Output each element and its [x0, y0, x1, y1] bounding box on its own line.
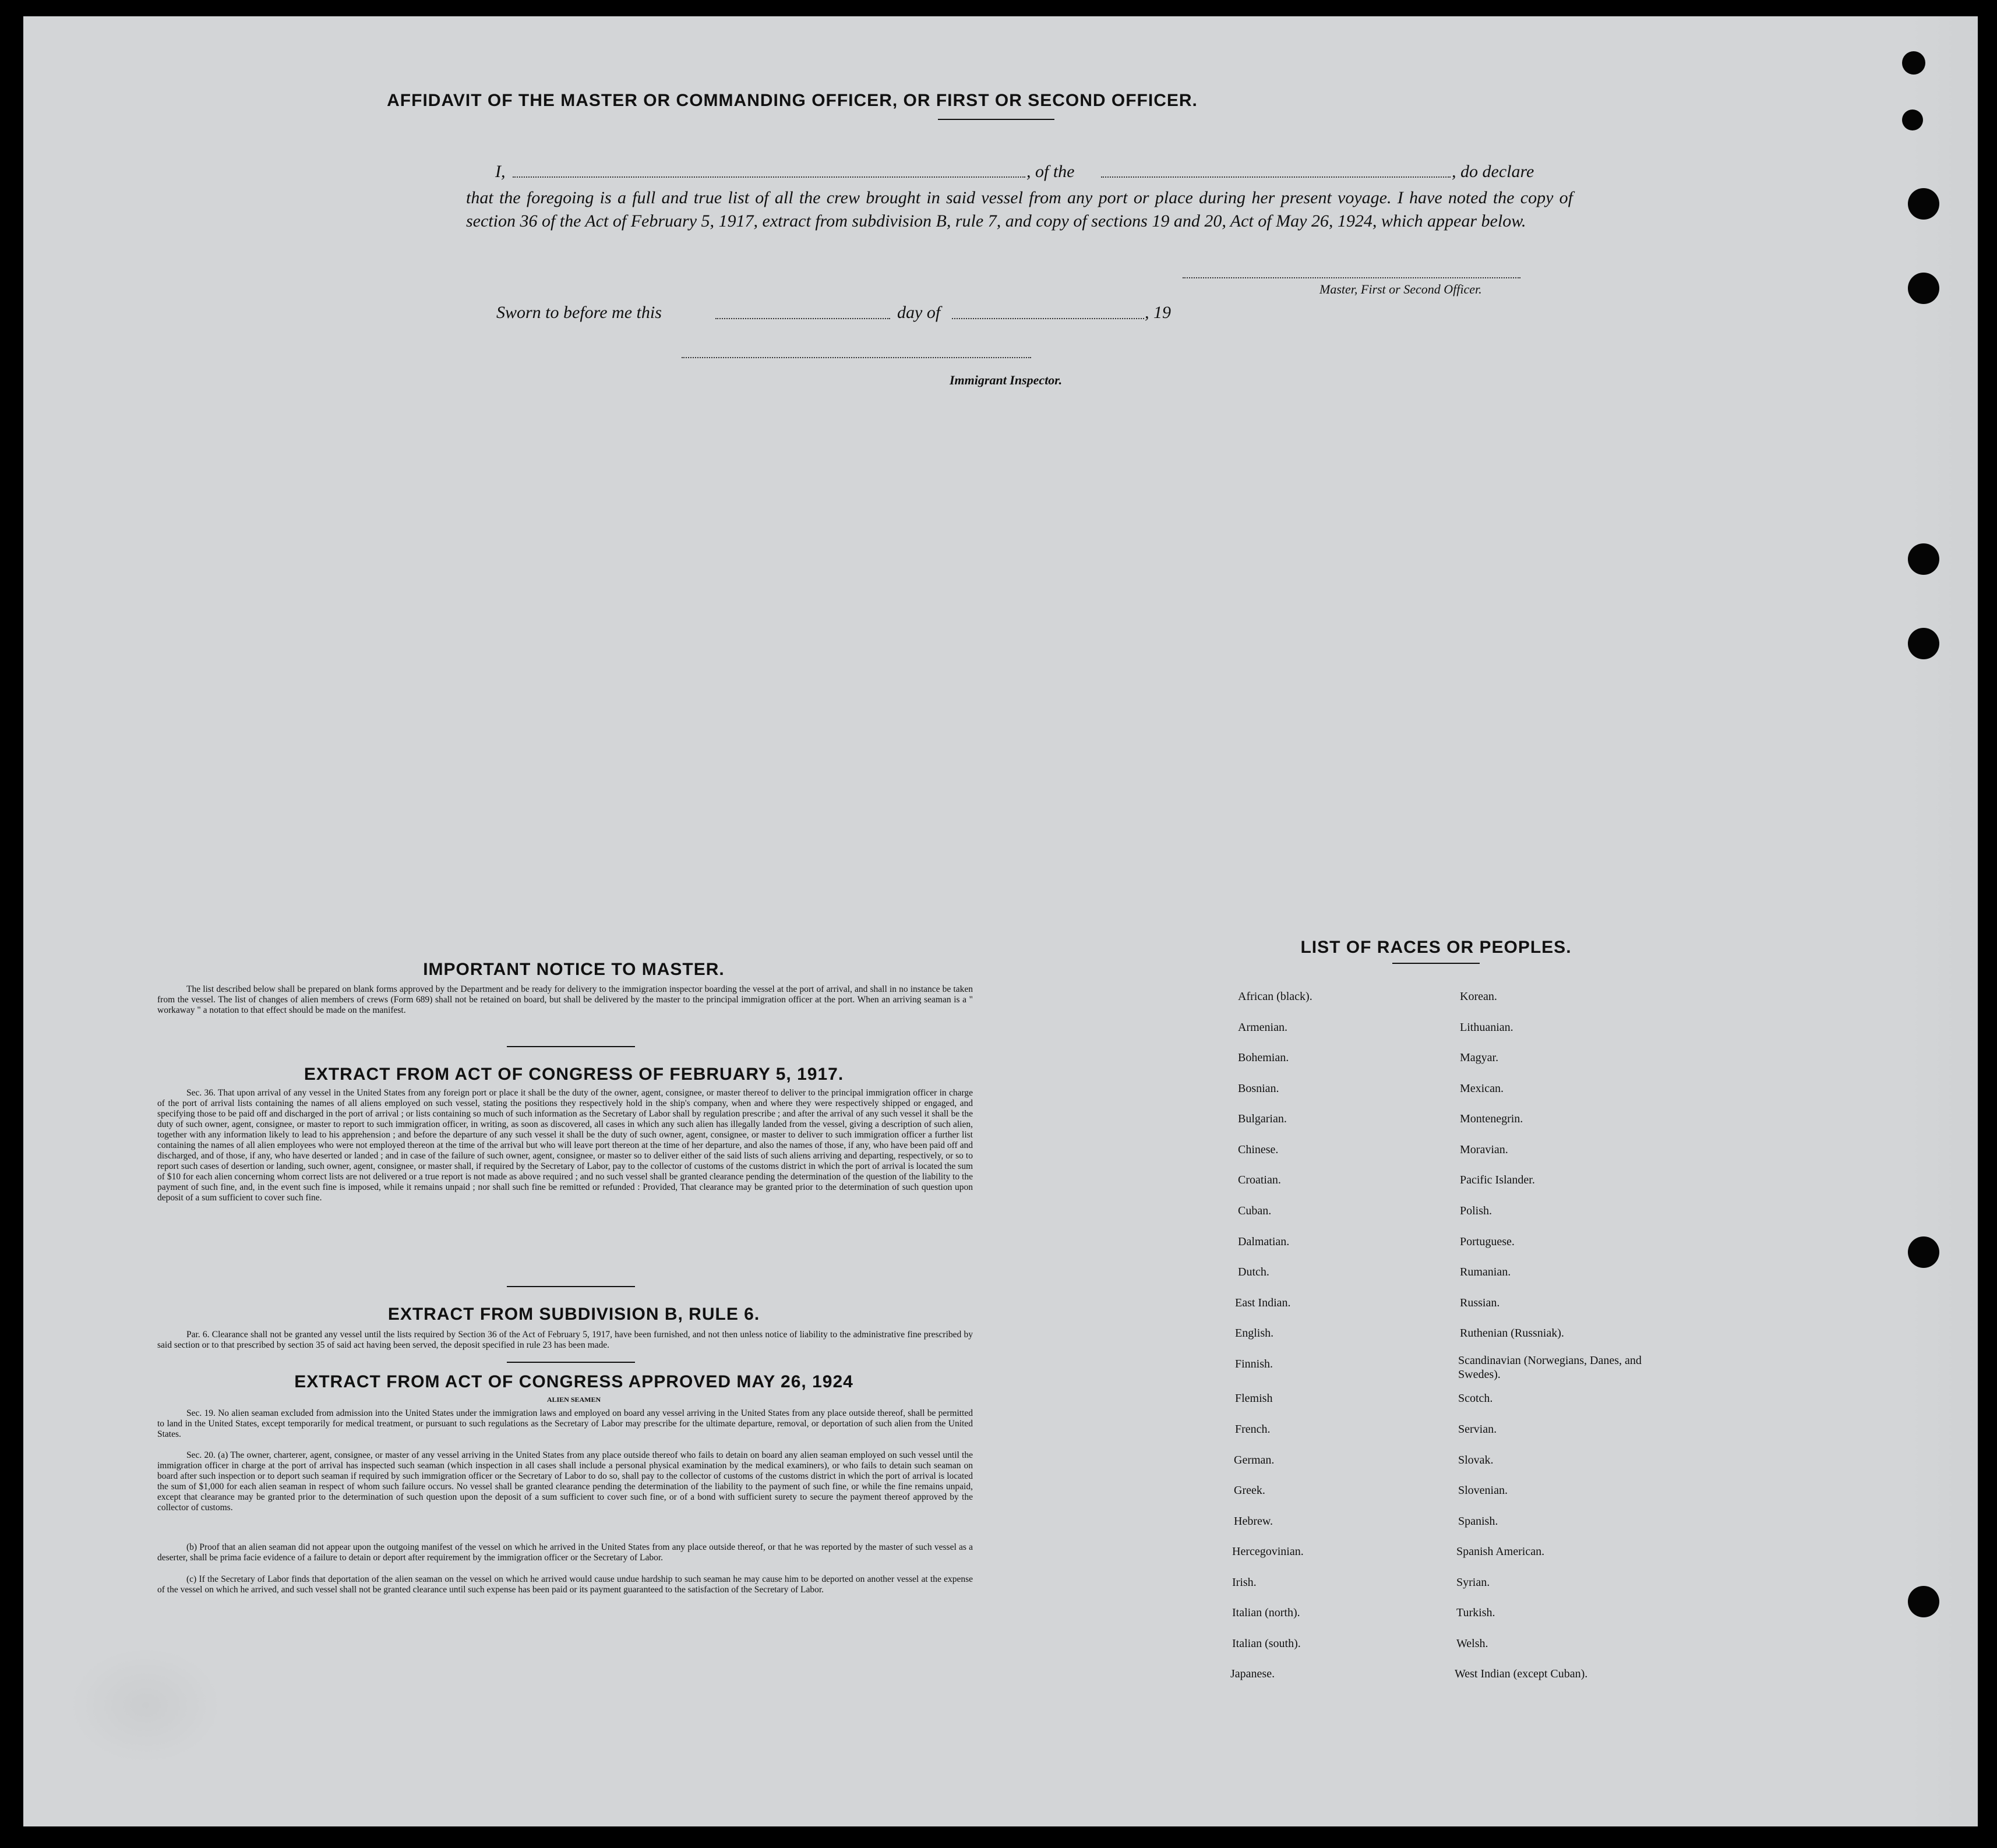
- race-left-item: Bosnian.: [1238, 1082, 1279, 1095]
- race-left-item: Cuban.: [1238, 1204, 1272, 1217]
- race-right-item: Montenegrin.: [1460, 1112, 1523, 1125]
- race-right-item: Scandinavian (Norwegians, Danes, and Swedes).: [1458, 1354, 1642, 1381]
- punch-hole: [1902, 109, 1923, 130]
- extract-rule-body: Par. 6. Clearance shall not be granted any vessel until the lists required by Section 36 of the Act of February 5, 1917, have been furnished, and not then unless notice of liability to the administrative fine prescribed by said section or to that prescribed by section 35 of said act having been served, the deposit specified in rule 23 has been made.: [157, 1330, 973, 1350]
- race-left-item: Hercegovinian.: [1232, 1545, 1304, 1558]
- races-title: LIST OF RACES OR PEOPLES.: [1300, 938, 1572, 957]
- race-right-item: Slovak.: [1458, 1454, 1494, 1467]
- section-divider: [507, 1286, 635, 1287]
- extract-1924-sec20b: (b) Proof that an alien seaman did not appear upon the outgoing manifest of the vessel on which he arrived in the United States from any place outside thereof, or that he was reported by the master of such vessel as a deserter, shall be prima facie evidence of a failure to detain or deport after requirement by the immigration officer or the Secretary of Labor.: [157, 1542, 973, 1563]
- races-underline: [1392, 963, 1480, 964]
- punch-hole: [1908, 273, 1939, 304]
- race-right-item: Russian.: [1460, 1296, 1500, 1309]
- race-left-item: Croatian.: [1238, 1174, 1281, 1186]
- race-right-item: West Indian (except Cuban).: [1455, 1667, 1588, 1680]
- race-left-item: Finnish.: [1235, 1358, 1273, 1370]
- race-left-item: Armenian.: [1238, 1021, 1287, 1034]
- race-left-item: Italian (south).: [1232, 1637, 1301, 1650]
- punch-hole: [1908, 628, 1939, 659]
- race-right-item: Ruthenian (Russniak).: [1460, 1327, 1564, 1340]
- i-label: I,: [495, 162, 506, 181]
- race-right-item: Servian.: [1458, 1423, 1497, 1436]
- year-label: , 19: [1145, 303, 1171, 322]
- do-declare-label: , do declare: [1452, 162, 1534, 181]
- race-right-item: Spanish American.: [1456, 1545, 1545, 1558]
- sworn-day-field[interactable]: [715, 318, 890, 319]
- race-left-item: Italian (north).: [1232, 1606, 1300, 1619]
- race-left-item: Greek.: [1234, 1484, 1265, 1497]
- punch-hole: [1908, 1236, 1939, 1268]
- race-right-item: Mexican.: [1460, 1082, 1504, 1095]
- section-divider: [507, 1046, 635, 1047]
- race-right-item: Lithuanian.: [1460, 1021, 1513, 1034]
- name-field[interactable]: [513, 176, 1025, 178]
- race-right-item: Korean.: [1460, 990, 1497, 1003]
- race-right-item: Polish.: [1460, 1204, 1493, 1217]
- race-left-item: Dalmatian.: [1238, 1235, 1290, 1248]
- extract-1924-sec20c: (c) If the Secretary of Labor finds that deportation of the alien seaman on the vessel on which he arrived would cause undue hardship to such seaman he may cause him to be deported on another vessel at the expense of the vessel on which he arrived, and such vessel shall not be granted clearance until such expense has been paid or its payment guaranteed to the satisfaction of the Secretary of Labor.: [157, 1574, 973, 1595]
- extract-rule-title: EXTRACT FROM SUBDIVISION B, RULE 6.: [387, 1305, 760, 1324]
- race-right-item: Turkish.: [1456, 1606, 1495, 1619]
- race-left-item: English.: [1235, 1327, 1274, 1340]
- race-left-item: Hebrew.: [1234, 1515, 1273, 1528]
- punch-hole: [1902, 51, 1925, 75]
- race-left-item: African (black).: [1238, 990, 1312, 1003]
- sworn-month-field[interactable]: [952, 318, 1144, 319]
- extract-1917-title: EXTRACT FROM ACT OF CONGRESS OF FEBRUARY 5, 1917.: [304, 1065, 844, 1084]
- inspector-label: Immigrant Inspector.: [950, 373, 1063, 387]
- race-left-item: Chinese.: [1238, 1143, 1279, 1156]
- title-underline: [938, 119, 1054, 120]
- inspector-line[interactable]: [682, 357, 1031, 358]
- extract-1917-body: Sec. 36. That upon arrival of any vessel in the United States from any foreign port or place it shall be the duty of the owner, agent, consignee, or master thereof to deliver to the principal immigration officer in charge of the port of arrival lists containing the names of all aliens employed on such vessel, stating the positions they respectively hold in the ship's company, when and where they were respectively shipped or engaged, and specifying those to be paid off and discharged in the port of arrival ; or lists containing so much of such information as the Secretary of Labor shall by regulation prescribe ; and after the arrival of any such vessel it shall be the duty of such owner, agent, consignee, or master to report to such immigration officer, in writing, as soon as discovered, all cases in which any such alien has illegally landed from the vessel, giving a description of such alien, together with any information likely to lead to his apprehension ; and before the departure of any such vessel it shall be the duty of such owner, agent, consignee, or master to deliver to such immigration officer a further list containing the names of all alien employees who were not employed thereon at the time of the arrival but who will leave port thereon at the time of her departure, and also the names of those, if any, who have been paid off and discharged, and of those, if any, who have deserted or landed ; and in case of the failure of such owner, agent, consignee, or master so to deliver either of the said lists of such aliens arriving and departing, respectively, or so to report such cases of desertion or landing, such owner, agent, consignee, or master shall, if required by the Secretary of Labor, pay to the collector of customs of the customs district in which the port of arrival is located the sum of $10 for each alien concerning whom correct lists are not delivered or a true report is not made as above required ; and no such vessel shall be granted clearance pending the determination of the question of the liability to the payment of such fine, and, in the event such fine is imposed, while it remains unpaid ; nor shall such fine be remitted or refunded : Provided, That clearance may be granted prior to the determination of such question upon deposit of a sum sufficient to cover such fine.: [157, 1088, 973, 1203]
- day-of-label: day of: [897, 303, 941, 322]
- race-right-item: Rumanian.: [1460, 1266, 1511, 1278]
- affidavit-statement: that the foregoing is a full and true list of all the crew brought in said vessel from any port or place during her present voyage. I have noted the copy of section 36 of the Act of February 5, 1917, extract from subdivision B, rule 7, and copy of sections 19 and 20, Act of May 26, 1924, which appear below.: [466, 188, 1573, 231]
- punch-hole: [1908, 188, 1939, 220]
- affidavit-title: AFFIDAVIT OF THE MASTER OR COMMANDING OFFICER, OR FIRST OR SECOND OFFICER.: [387, 91, 1198, 110]
- race-right-item: Welsh.: [1456, 1637, 1488, 1650]
- race-left-item: Bohemian.: [1238, 1051, 1289, 1064]
- race-left-item: Flemish: [1235, 1392, 1273, 1405]
- race-left-item: Irish.: [1232, 1576, 1257, 1589]
- vessel-field[interactable]: [1101, 176, 1451, 178]
- race-right-item: Magyar.: [1460, 1051, 1499, 1064]
- document-page: [23, 16, 1978, 1826]
- extract-1924-title: EXTRACT FROM ACT OF CONGRESS APPROVED MAY 26, 1924: [294, 1372, 853, 1391]
- race-left-item: Bulgarian.: [1238, 1112, 1287, 1125]
- race-right-item: Scotch.: [1458, 1392, 1493, 1405]
- section-divider: [507, 1362, 635, 1363]
- extract-1924-sec20a: Sec. 20. (a) The owner, charterer, agent, consignee, or master of any vessel arriving in the United States from any place outside thereof who fails to detain on board any alien seaman employed on such vessel until the immigration officer in charge at the port of arrival has inspected such seaman (which inspection in all cases shall include a personal physical examination by the medical examiners), or who fails to detain such seaman on board after such inspection or to deport such seaman if required by such immigration officer or the Secretary of Labor to do so, shall pay to the collector of customs of the customs district in which the port of arrival is located the sum of $1,000 for each alien seaman in respect of whom such failure occurs. No vessel shall be granted clearance pending the determination of the liability to the payment of such fine, or while the fine remains unpaid, except that clearance may be granted prior to the determination of such question upon the deposit of a sum sufficient to cover such fine, or of a bond with sufficient surety to secure the payment thereof approved by the collector of customs.: [157, 1450, 973, 1513]
- of-the-label: , of the: [1026, 162, 1075, 181]
- race-left-item: Dutch.: [1238, 1266, 1269, 1278]
- race-right-item: Pacific Islander.: [1460, 1174, 1535, 1186]
- punch-hole: [1908, 543, 1939, 575]
- sworn-label: Sworn to before me this: [496, 303, 662, 322]
- faded-seal: [70, 1647, 221, 1764]
- race-right-item: Portuguese.: [1460, 1235, 1515, 1248]
- signature-label: Master, First or Second Officer.: [1319, 282, 1482, 296]
- notice-body: The list described below shall be prepared on blank forms approved by the Department and be ready for delivery to the immigration inspector boarding the vessel at the port of arrival, and shall in no instance be taken from the vessel. The list of changes of alien members of crews (Form 689) shall not be retained on board, but shall be delivered by the master to the principal immigration officer at the port. When an arriving seaman is a " workaway " a notation to that effect should be made on the manifest.: [157, 984, 973, 1015]
- extract-1924-sec19: Sec. 19. No alien seaman excluded from admission into the United States under the immigration laws and employed on board any vessel arriving in the United States from any place outside thereof, shall be permitted to land in the United States, except temporarily for medical treatment, or pursuant to such regulations as the Secretary of Labor may prescribe for the ultimate departure, removal, or deportation of such alien from the United States.: [157, 1408, 973, 1439]
- signature-line[interactable]: [1183, 277, 1520, 278]
- race-left-item: French.: [1235, 1423, 1271, 1436]
- race-left-item: Japanese.: [1230, 1667, 1275, 1680]
- notice-title: IMPORTANT NOTICE TO MASTER.: [423, 960, 725, 979]
- race-right-item: Syrian.: [1456, 1576, 1490, 1589]
- extract-1924-subtitle: ALIEN SEAMEN: [546, 1395, 601, 1404]
- race-right-item: Slovenian.: [1458, 1484, 1508, 1497]
- race-right-item: Moravian.: [1460, 1143, 1508, 1156]
- punch-hole: [1908, 1586, 1939, 1617]
- race-left-item: East Indian.: [1235, 1296, 1291, 1309]
- race-right-item: Spanish.: [1458, 1515, 1498, 1528]
- race-left-item: German.: [1234, 1454, 1275, 1467]
